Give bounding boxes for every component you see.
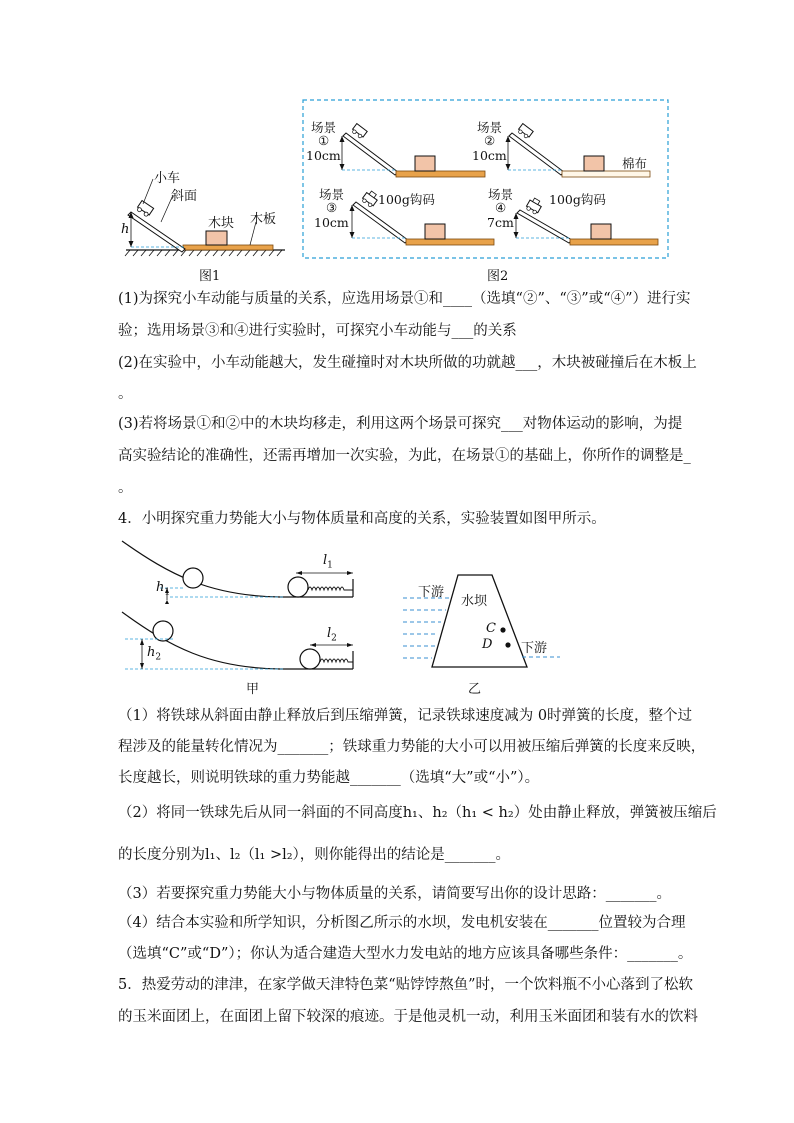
q4-part1-line1: （1）将铁球从斜面由静止释放后到压缩弹簧，记录铁球速度减为 0时弹簧的长度，整个过 bbox=[118, 708, 693, 724]
q4-part1-line3: 长度越长，则说明铁球的重力势能越_______（选填“大”或“小”）。 bbox=[118, 770, 540, 786]
label-dam: 水坝 bbox=[461, 594, 488, 609]
scene-4-num: ④ bbox=[495, 200, 507, 215]
q4-part1-line2: 程涉及的能量转化情况为_______；铁球重力势能的大小可以用被压缩后弹簧的长度来反映， bbox=[118, 739, 706, 755]
label-downstream-left: 下游 bbox=[418, 585, 445, 600]
scene-2-title: 场景 bbox=[477, 120, 503, 135]
scene-4-height: 7cm bbox=[487, 215, 514, 230]
spring-bottom bbox=[320, 659, 353, 662]
scene-1-num: ① bbox=[318, 133, 330, 148]
point-d bbox=[505, 642, 510, 647]
q4-stem: 4．小明探究重力势能大小与物体质量和高度的关系，实验装置如图甲所示。 bbox=[118, 511, 606, 527]
q4-part4-line1: （4）结合本实验和所学知识，分析图乙所示的水坝，发电机安装在_______位置较为合理 bbox=[118, 915, 686, 931]
label-h1: $h_1$ bbox=[156, 580, 171, 598]
q3-part3-line1: (3)若将场景①和②中的木块均移走，利用这两个场景可探究___对物体运动的影响，为提 bbox=[118, 416, 683, 432]
q5-line2: 的玉米面团上，在面团上留下较深的痕迹。于是他灵机一动，利用玉米面团和装有水的饮料 bbox=[118, 1009, 698, 1025]
scene-4-title: 场景 bbox=[488, 187, 514, 202]
scene-3-height: 10cm bbox=[314, 215, 349, 230]
q4-part2-line2: 的长度分别为l₁、l₂（l₁ >l₂），则你能得出的结论是_______。 bbox=[118, 847, 511, 863]
q3-part3-line3: 。 bbox=[118, 480, 133, 496]
spring-top bbox=[308, 587, 353, 590]
label-cart: 小车 bbox=[154, 171, 181, 186]
q4-part3: （3）若要探究重力势能大小与物体质量的关系，请简要写出你的设计思路：_______。 bbox=[118, 886, 671, 902]
q3-part3-line2: 高实验结论的准确性，还需再增加一次实验，为此，在场景①的基础上，你所作的调整是_ bbox=[118, 448, 691, 464]
q4-part4-line2: （选填“C”或“D”）；你认为适合建造大型水力发电站的地方应该具备哪些条件：_______。 bbox=[118, 946, 693, 962]
label-downstream-right: 下游 bbox=[521, 641, 548, 656]
scene-2-num: ② bbox=[484, 133, 496, 148]
figure-2-caption: 图2 bbox=[487, 269, 509, 284]
label-c: C bbox=[486, 621, 496, 636]
ball-top bbox=[183, 568, 203, 588]
scene-1-height: 10cm bbox=[306, 148, 341, 163]
q3-part1-line1: (1)为探究小车动能与质量的关系，应选用场景①和____（选填“②”、“③”或“④”）进行实 bbox=[118, 291, 691, 307]
dam bbox=[432, 575, 527, 667]
scene-4-weight: 100g钩码 bbox=[549, 192, 606, 207]
q4-part2-line1: （2）将同一铁球先后从同一斜面的不同高度h₁、h₂（h₁ < h₂）处由静止释放，弹簧被压缩后 bbox=[118, 805, 717, 821]
q3-part1-line2: 验；选用场景③和④进行实验时，可探究小车动能与___的关系 bbox=[118, 323, 517, 339]
label-board: 木板 bbox=[250, 212, 277, 227]
scene-3-title: 场景 bbox=[319, 187, 345, 202]
figure-jia-caption: 甲 bbox=[246, 682, 260, 697]
point-c bbox=[500, 627, 505, 632]
ball-top-end bbox=[288, 577, 308, 597]
label-l1: $l_1$ bbox=[323, 553, 333, 571]
scene-1-title: 场景 bbox=[311, 120, 337, 135]
label-h2: $h_2$ bbox=[147, 645, 162, 663]
label-d: D bbox=[482, 637, 493, 652]
label-block: 木块 bbox=[208, 216, 235, 231]
q5-line1: 5．热爱劳动的津津，在家学做天津特色菜“贴饽饽熬鱼”时，一个饮料瓶不小心落到了松软 bbox=[118, 977, 694, 993]
figure-1-caption: 图1 bbox=[199, 269, 221, 284]
scene-2-height: 10cm bbox=[472, 148, 507, 163]
scene-3-weight: 100g钩码 bbox=[378, 192, 435, 207]
q3-part2-line1: (2)在实验中，小车动能越大，发生碰撞时对木块所做的功就越___，木块被碰撞后在木板上 bbox=[118, 355, 697, 371]
scene-2-cloth: 棉布 bbox=[622, 156, 648, 171]
scene-3-num: ③ bbox=[326, 200, 338, 215]
label-incline: 斜面 bbox=[171, 189, 198, 204]
figure-yi-caption: 乙 bbox=[468, 682, 482, 697]
label-l2: $l_2$ bbox=[327, 626, 337, 644]
ball-bottom-end bbox=[300, 649, 320, 669]
label-h: h bbox=[121, 222, 130, 237]
q3-part2-line2: 。 bbox=[118, 386, 133, 402]
ball-bottom bbox=[153, 621, 173, 641]
